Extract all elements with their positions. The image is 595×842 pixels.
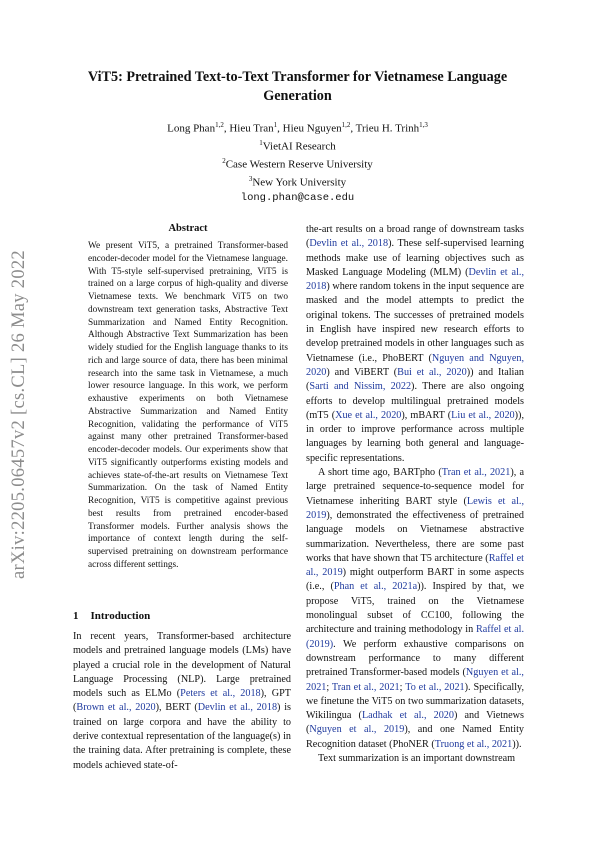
body-text: ). Specifically, we finetune the ViT5 on two summarization datasets, Wikilingua ( — [306, 681, 525, 722]
author-affiliation-mark: 1 — [273, 121, 278, 129]
body-text: A short time ago, BARTpho ( — [318, 467, 442, 479]
author-name: Hieu Tran — [229, 122, 274, 135]
body-text: ). These self-supervised learning methods make use of learning objectives such as Masked Language Modeling (MLM) ( — [306, 238, 524, 278]
citation-link[interactable]: Liu et al., 2020 — [451, 409, 515, 421]
citation-link[interactable]: Xue et al., 2020 — [335, 409, 402, 421]
body-text: ) and Vietnews ( — [306, 710, 524, 736]
body-text: )), in order to improve performance across multiple languages by learning both general and language-specific representations. — [306, 409, 524, 464]
author-affiliation-mark: 1,2 — [215, 121, 224, 129]
citation-link[interactable]: Devlin et al., 2018 — [306, 266, 524, 293]
citation-link[interactable]: Nguyen and Nguyen, 2020 — [306, 352, 524, 378]
citation-link[interactable]: Phan et al., 2021a — [333, 581, 418, 593]
citation-link[interactable]: Devlin et al., 2018 — [197, 702, 278, 714]
body-text: )) and Italian ( — [306, 366, 524, 393]
body-text: ), GPT ( — [73, 688, 291, 714]
citation-link[interactable]: Sarti and Nissim, 2022 — [309, 381, 412, 393]
body-text: ; — [399, 681, 406, 693]
author-affiliation-mark: 1,3 — [419, 121, 428, 129]
body-text: ) and ViBERT ( — [326, 366, 398, 378]
intro-paragraph — [73, 630, 291, 773]
intro-right-column — [306, 223, 524, 766]
citation-link[interactable]: Tran et al., 2021 — [441, 467, 511, 479]
body-text: ) where random tokens in the input sequence are masked and the model attempts to predict the original tokens. The successes of pretrained models in English have inspired new research efforts to develop pretrained models in other languages such as Vietnamese (i.e., PhoBERT ( — [306, 281, 524, 364]
body-text: In recent years, Transformer-based architecture models and pretrained language models (LMs) have played a crucial role in the development of Natural Language Processing (NLP). Large pretrained models such as ELMo ( — [73, 631, 291, 700]
section-number: 1 — [73, 610, 79, 622]
citation-link[interactable]: Lewis et al., 2019 — [306, 495, 525, 521]
affiliation-name: VietAI Research — [262, 140, 336, 153]
abstract-body: We present ViT5, a pretrained Transformer-based encoder-decoder model for the Vietnamese language. With T5-style self-supervised pretraining, ViT5 is trained on a large corpus of high-quality and diverse Vietnamese texts. We benchmark ViT5 on two downstream text generation tasks, Abstractive Text Summarization and Named Entity Recognition. Although Abstractive Text Summarization has been widely studied for the English language thanks to its rich and large source of data, there has been minimal research into the same task in Vietnamese, a much lower resource language. In this work, we perform exhaustive experiments on both Vietnamese Abstractive Summarization and Named Entity Recognition, validating the performance of ViT5 against many other pretrained Transformer-based encoder-decoder models. Our experiments show that ViT5 significantly outperforms existing models and achieves state-of-the-art results on Vietnamese Text Summarization. On the task of Named Entity Recognition, ViT5 is competitive against previous best results from pretrained encoder-based Transformer models. Further analysis shows the importance of context length during the self-supervised pretraining on downstream performance across different settings. — [88, 241, 288, 570]
affiliation-mark: 3 — [248, 175, 253, 184]
citation-link[interactable]: Nguyen et al., 2021 — [306, 667, 524, 693]
author-name: Hieu Nguyen — [282, 122, 342, 135]
affiliation-line — [60, 136, 535, 154]
author-block — [60, 118, 535, 205]
citation-link[interactable]: Truong et al., 2021 — [434, 738, 513, 750]
citation-link[interactable]: To et al., 2021 — [405, 681, 465, 693]
affiliation-name: New York University — [252, 177, 347, 190]
affiliation-line — [60, 154, 535, 172]
citation-link[interactable]: Raffel et al., 2019 — [306, 552, 524, 579]
intro-paragraph — [306, 223, 524, 466]
citation-link[interactable]: Ladhak et al., 2020 — [361, 710, 454, 722]
section-title: Introduction — [90, 610, 151, 622]
citation-link[interactable]: Nguyen et al., 2019 — [309, 724, 405, 736]
affiliation-line — [60, 172, 535, 190]
body-text: ), mBART ( — [401, 409, 452, 421]
paper-title: ViT5: Pretrained Text-to-Text Transformer for Vietnamese Language Generation — [87, 69, 508, 104]
arxiv-identifier-stamp — [2, 238, 36, 590]
section-heading-introduction — [73, 610, 150, 622]
intro-paragraph — [306, 752, 524, 766]
body-text: ; — [326, 681, 332, 693]
contact-email: long.phan@case.edu — [240, 191, 355, 204]
author-list: Long Phan$^{1,2}$, Hieu Tran$^1$, Hieu Nguyen$^{1,2}$, Trieu H. Trinh$^{1,3}$ — [167, 121, 428, 135]
body-text: ) might outperform BART in some aspects (i.e., ( — [306, 567, 524, 593]
citation-link[interactable]: Brown et al., 2020 — [76, 702, 156, 714]
affiliation-name: Case Western Reserve University — [225, 158, 373, 171]
body-text: . We perform exhaustive comparisons on downstream performance to many different pretrained Transformer-based models ( — [306, 638, 524, 679]
citation-link[interactable]: Devlin et al., 2018 — [309, 238, 389, 250]
citation-link[interactable]: Tran et al., 2021 — [331, 681, 400, 693]
citation-link[interactable]: Peters et al., 2018 — [180, 688, 261, 700]
body-text: the-art results on a broad range of downstream tasks ( — [306, 224, 524, 250]
body-text: ), BERT ( — [155, 702, 198, 714]
affiliation-mark: 1 — [259, 139, 263, 148]
body-text: ), demonstrated the effectiveness of pretrained language models on Vietnamese abstractive summarization. Nevertheless, there are some past works that have shown that T5 architecture ( — [306, 509, 524, 564]
body-text: )). — [512, 738, 522, 750]
author-name: Trieu H. Trinh — [355, 122, 420, 135]
intro-paragraph — [306, 466, 524, 752]
body-text: ), a large pretrained sequence-to-sequence model for Vietnamese inheriting BART style ( — [306, 467, 524, 507]
affiliation-mark: 2 — [222, 157, 226, 166]
intro-left-column — [73, 630, 291, 773]
citation-link[interactable]: Raffel et al. (2019) — [306, 624, 524, 650]
body-text: Text summarization is an important downstream — [318, 752, 516, 764]
arxiv-identifier-text: arXiv:2205.06457v2 [cs.CL] 26 May 2022 — [8, 249, 29, 579]
body-text: ) is trained on large corpora and have the ability to derive contextual representation of the language(s) in the training data. After pretraining is complete, these models achieved state-of- — [73, 702, 292, 771]
abstract-heading: Abstract — [168, 223, 208, 234]
body-text: ), and one Named Entity Recognition dataset (PhoNER ( — [306, 724, 524, 750]
body-text: ). There are also ongoing efforts to develop multilingual pretrained models (mT5 ( — [306, 381, 524, 421]
author-name: Long Phan — [167, 122, 216, 135]
citation-link[interactable]: Bui et al., 2020 — [397, 366, 467, 378]
body-text: )). Inspired by that, we propose ViT5, trained on the Vietnamese monolingual subset of CC100, following the architecture and training methodology in — [306, 581, 525, 636]
author-affiliation-mark: 1,2 — [341, 121, 351, 129]
